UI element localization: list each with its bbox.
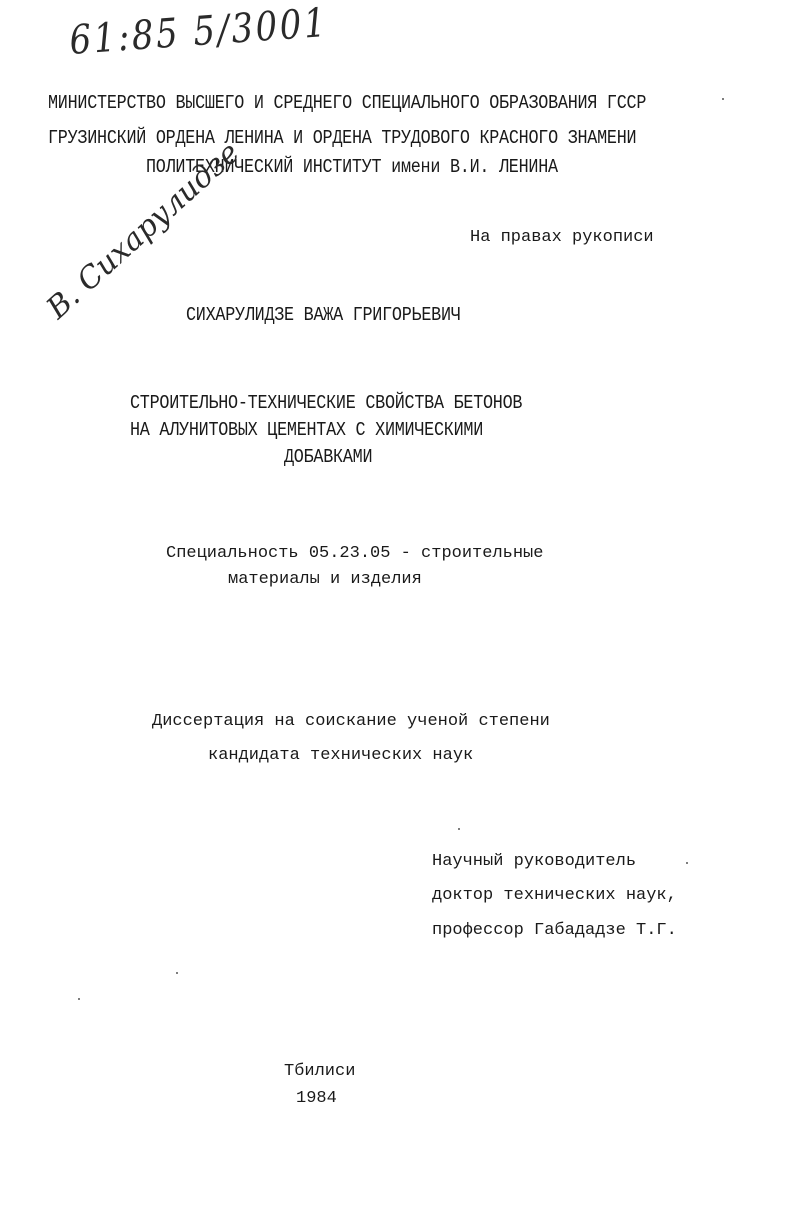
scan-speck: [78, 998, 80, 1000]
scan-speck: [722, 98, 724, 100]
institute-line-2: ПОЛИТЕХНИЧЕСКИЙ ИНСТИТУТ имени В.И. ЛЕНИНА: [146, 156, 558, 178]
scan-speck: [458, 828, 460, 830]
ministry-line: МИНИСТЕРСТВО ВЫСШЕГО И СРЕДНЕГО СПЕЦИАЛЬНОГО ОБРАЗОВАНИЯ ГССР: [48, 92, 647, 114]
year: 1984: [296, 1089, 337, 1108]
author-name: СИХАРУЛИДЗЕ ВАЖА ГРИГОРЬЕВИЧ: [186, 304, 461, 326]
specialty-line-2: материалы и изделия: [228, 570, 422, 589]
title-line-3: ДОБАВКАМИ: [284, 446, 373, 468]
manuscript-rights-note: На правах рукописи: [470, 228, 654, 247]
scan-speck: [176, 972, 178, 974]
advisor-line-1: Научный руководитель: [432, 852, 637, 871]
degree-line-1: Диссертация на соискание ученой степени: [152, 712, 550, 731]
specialty-line-1: Специальность 05.23.05 - строительные: [166, 544, 544, 563]
author-signature: В. Сихарулидзе: [40, 135, 247, 327]
archive-number-handwritten: 61:85 5/3001: [68, 0, 330, 64]
city: Тбилиси: [284, 1062, 356, 1081]
institute-line-1: ГРУЗИНСКИЙ ОРДЕНА ЛЕНИНА И ОРДЕНА ТРУДОВОГО КРАСНОГО ЗНАМЕНИ: [48, 127, 637, 149]
title-line-2: НА АЛУНИТОВЫХ ЦЕМЕНТАХ С ХИМИЧЕСКИМИ: [130, 419, 484, 441]
advisor-line-3: профессор Габададзе Т.Г.: [432, 921, 677, 940]
scan-speck: [686, 862, 688, 864]
advisor-line-2: доктор технических наук,: [432, 886, 677, 905]
title-line-1: СТРОИТЕЛЬНО-ТЕХНИЧЕСКИЕ СВОЙСТВА БЕТОНОВ: [130, 392, 523, 414]
degree-line-2: кандидата технических наук: [208, 746, 474, 765]
